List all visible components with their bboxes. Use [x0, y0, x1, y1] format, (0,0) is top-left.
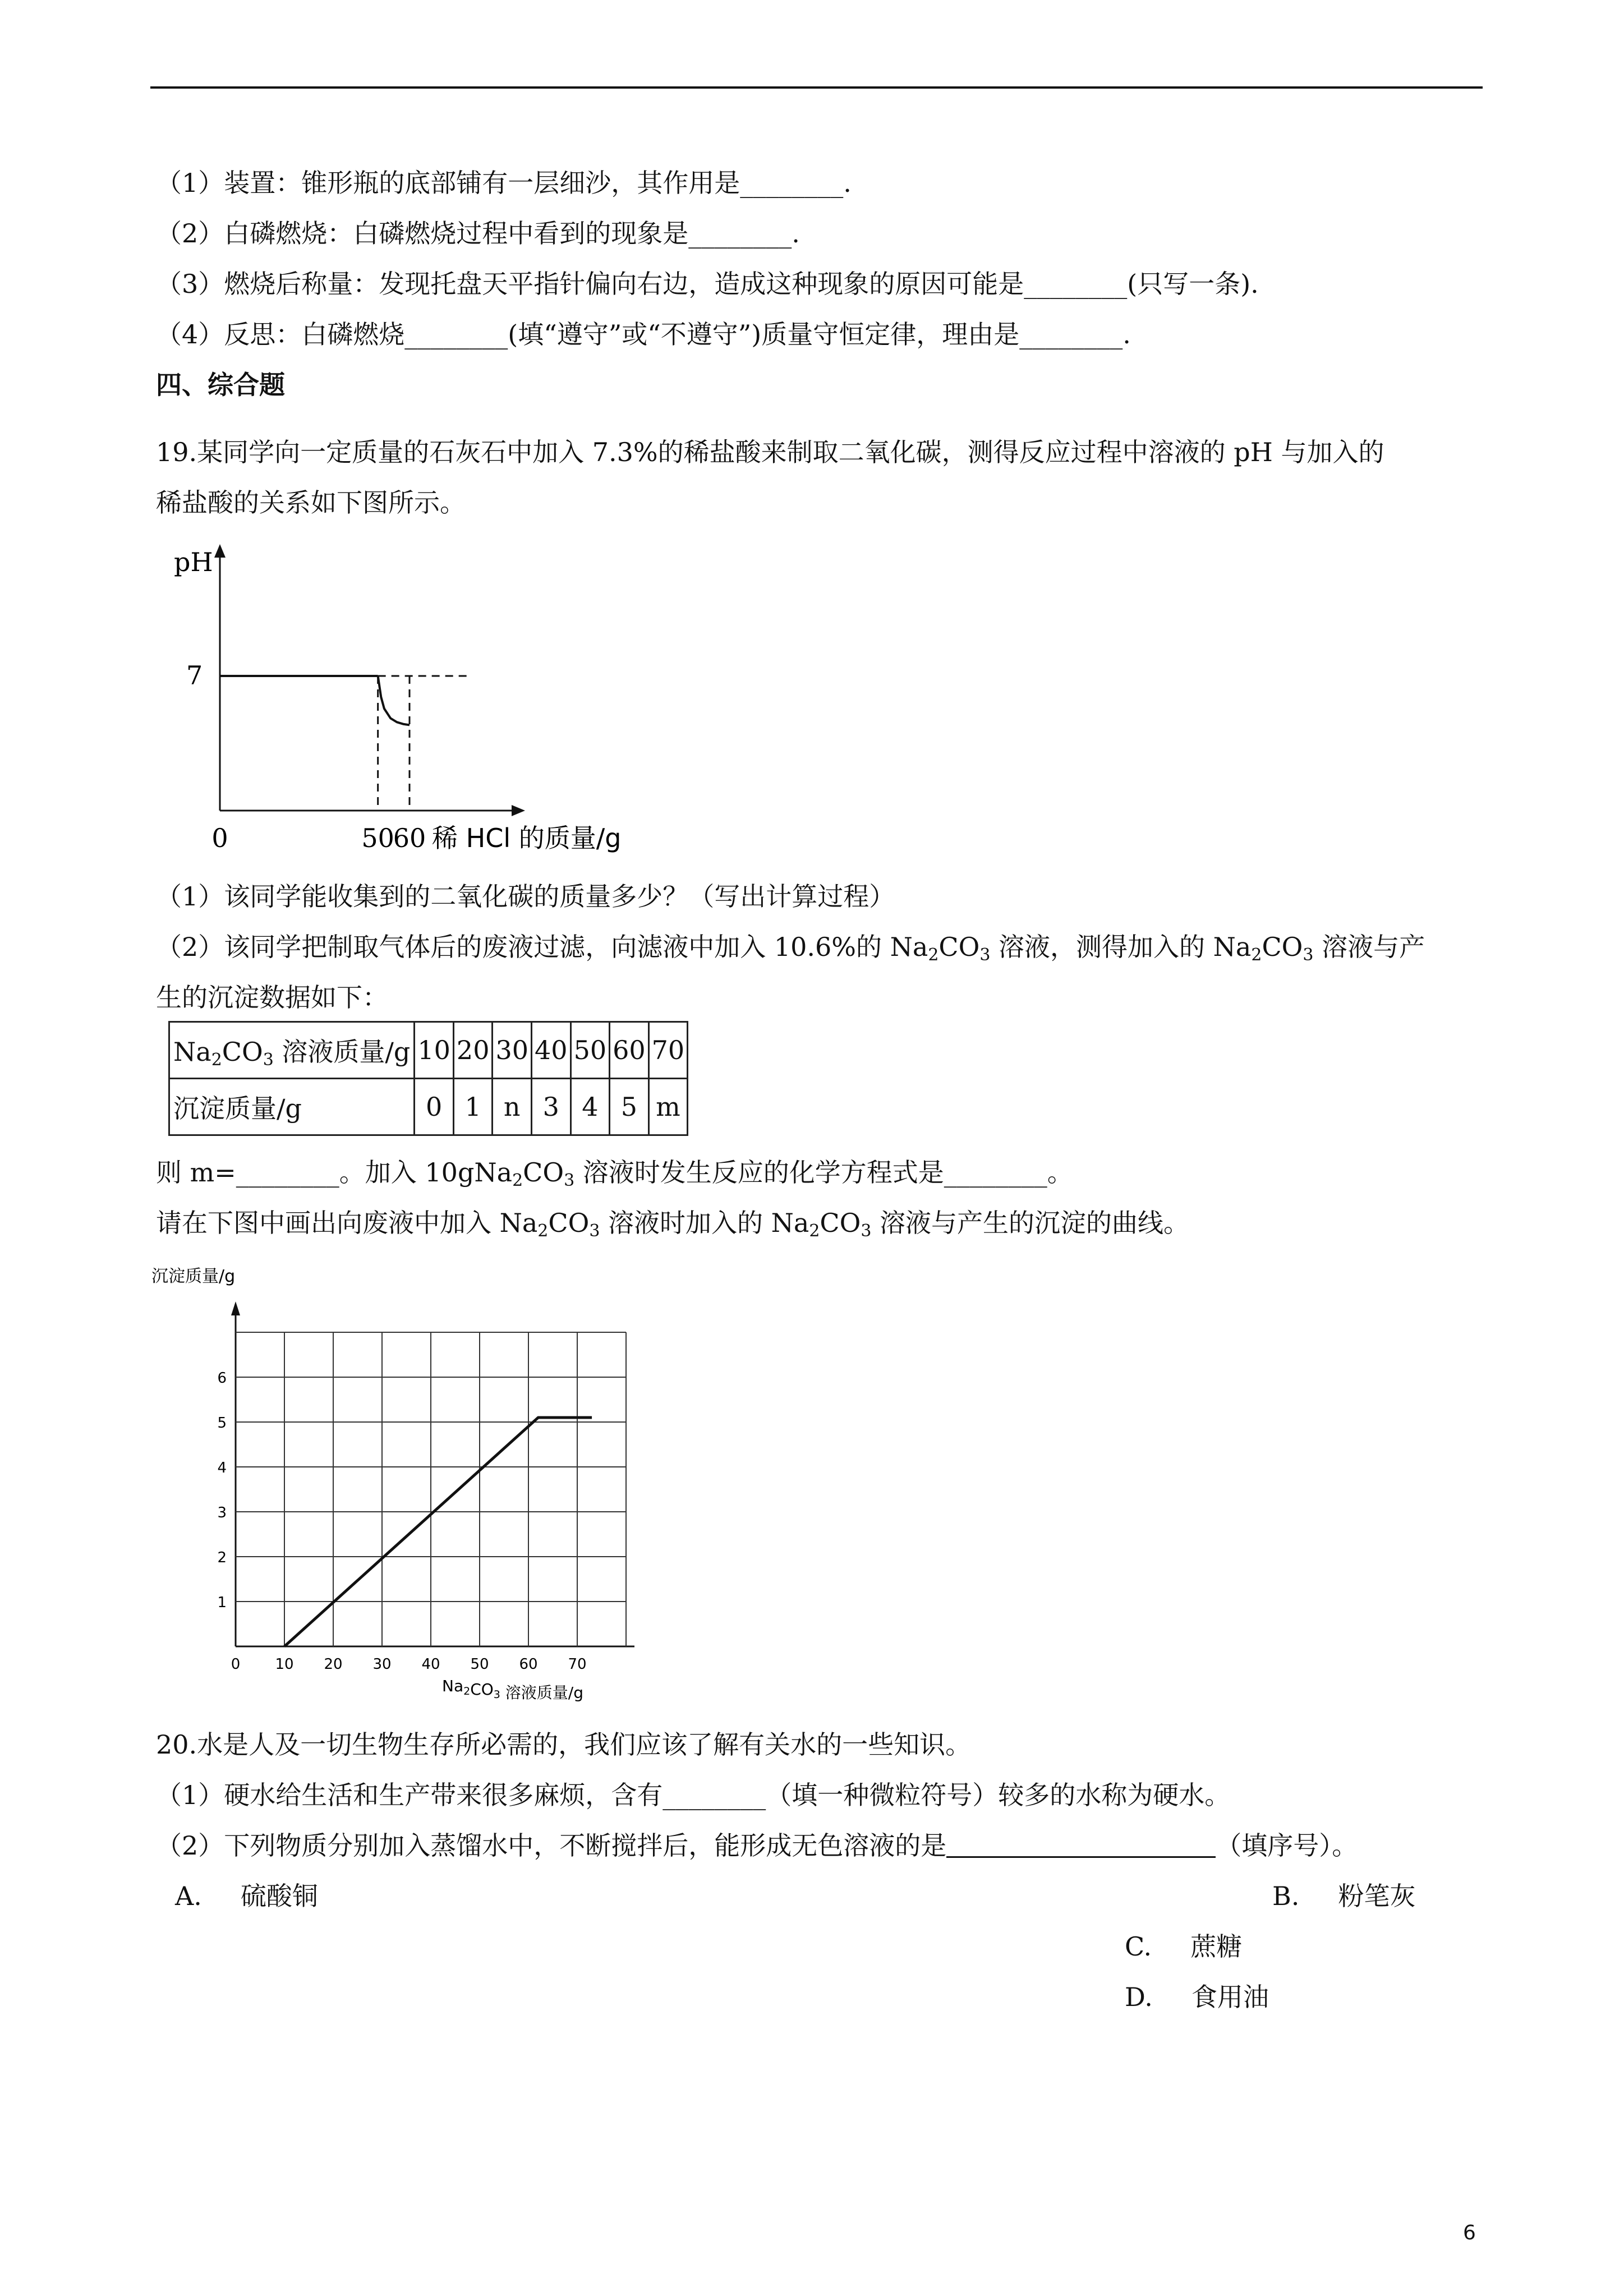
q20-sub2-b: （填序号）。: [1216, 1830, 1358, 1861]
header-rule: [150, 86, 1483, 89]
ph-chart: [168, 533, 662, 869]
q18-item-1: （1）装置：锥形瓶的底部铺有一层细沙，其作用是________.: [156, 168, 852, 198]
table-cell: 1: [453, 1079, 493, 1135]
x-axis-label-part: 溶液质量/g: [500, 1683, 583, 1702]
option-d-text: 食用油: [1191, 1982, 1269, 2012]
option-d-label: D.: [1125, 1982, 1153, 2012]
table-head-a: Na: [173, 1037, 211, 1067]
option-b-text: 粉笔灰: [1338, 1881, 1416, 1911]
q19-stem-line2: 稀盐酸的关系如下图所示。: [156, 487, 466, 518]
answer-blank[interactable]: [946, 1830, 1216, 1858]
y-tick-label: 1: [217, 1594, 227, 1611]
table-cell: 70: [648, 1022, 688, 1079]
table-head-b: CO: [222, 1037, 263, 1067]
q19-sub2-sub-2b: 2: [1251, 945, 1262, 965]
x-tick-label: 60: [519, 1656, 538, 1673]
x-tick-label: 0: [231, 1656, 241, 1673]
x-axis-label-part: CO: [470, 1680, 494, 1699]
q20-sub1: （1）硬水给生活和生产带来很多麻烦，含有________（填一种微粒符号）较多的水称为硬水。: [156, 1780, 1231, 1810]
option-a-text: 硫酸铜: [240, 1881, 318, 1911]
precipitate-table: [168, 1021, 688, 1136]
q20-stem: 20.水是人及一切生物生存所必需的，我们应该了解有关水的一些知识。: [156, 1729, 972, 1760]
table-cell: 10: [415, 1022, 454, 1079]
ph-series-line: [378, 676, 410, 725]
x-axis-arrow: [512, 805, 525, 816]
q19-sub2-part-d: CO: [1262, 932, 1303, 962]
table-cell: m: [648, 1079, 688, 1135]
page-number: 6: [1463, 2221, 1476, 2244]
y-tick-label: 4: [217, 1460, 227, 1476]
x-tick-label: 40: [421, 1656, 440, 1673]
table-head-precipitate: 沉淀质量/g: [169, 1079, 415, 1135]
option-c-text: 蔗糖: [1190, 1931, 1243, 1962]
table-cell: 60: [610, 1022, 649, 1079]
option-c-label: C.: [1125, 1931, 1152, 1962]
y-axis-label: pH: [174, 547, 213, 577]
q18-item-2: （2）白磷燃烧：白磷燃烧过程中看到的现象是________.: [156, 218, 800, 249]
y-tick-label: 7: [186, 660, 203, 691]
q19-sub2-sub-3a: 3: [979, 945, 991, 965]
precipitate-chart: [151, 1262, 656, 1711]
q19-draw-line: [156, 1206, 1189, 1240]
q19-sub2: [156, 930, 1425, 964]
draw-e: 溶液与产生的沉淀的曲线。: [871, 1208, 1190, 1238]
draw-b: CO: [548, 1208, 590, 1238]
section-heading: 四、综合题: [156, 370, 285, 400]
y-tick-label: 6: [217, 1370, 227, 1387]
q19-sub2-part-c: 溶液，测得加入的 Na: [990, 932, 1252, 962]
x-axis-label-part: 2: [463, 1685, 471, 1697]
x-tick-label: 50: [361, 823, 394, 853]
q20-sub2-a: （2）下列物质分别加入蒸馏水中，不断搅拌后，能形成无色溶液的是: [156, 1830, 947, 1861]
draw-c: 溶液时加入的 Na: [600, 1208, 809, 1238]
m-line-a: 则 m=________。加入 10gNa: [156, 1157, 513, 1188]
draw-sub-2b: 2: [809, 1221, 820, 1241]
x-axis-label: [442, 1677, 583, 1702]
m-line-sub-2: 2: [512, 1171, 523, 1190]
option-c: [1125, 1930, 1242, 1963]
m-line-sub-3: 3: [564, 1171, 575, 1190]
x-tick-label: 50: [470, 1656, 489, 1673]
q19-sub2-sub-2a: 2: [928, 945, 939, 965]
q19-m-line: [156, 1156, 1073, 1189]
x-tick-label: 20: [324, 1656, 343, 1673]
x-axis-label-part: 3: [493, 1688, 500, 1701]
q19-stem-line1: 19.某同学向一定质量的石灰石中加入 7.3%的稀盐酸来制取二氧化碳，测得反应过程中溶液的 pH 与加入的: [156, 437, 1384, 467]
table-head-mass: [169, 1022, 415, 1079]
y-axis-arrow: [231, 1301, 240, 1315]
draw-a: 请在下图中画出向废液中加入 Na: [156, 1208, 538, 1238]
q18-item-3: （3）燃烧后称量：发现托盘天平指针偏向右边，造成这种现象的原因可能是________(只写一条).: [156, 269, 1259, 299]
draw-sub-3a: 3: [589, 1221, 600, 1241]
x-tick-label: 70: [568, 1656, 587, 1673]
x-tick-label: 10: [275, 1656, 294, 1673]
x-tick-label: 0: [211, 823, 228, 853]
q19-sub2-part-e: 溶液与产: [1313, 932, 1425, 962]
q19-sub1: （1）该同学能收集到的二氧化碳的质量多少？（写出计算过程）: [156, 881, 895, 912]
q19-sub2-line2: 生的沉淀数据如下：: [156, 982, 388, 1013]
q18-item-4: （4）反思：白磷燃烧________(填“遵守”或“不遵守”)质量守恒定律，理由是________.: [156, 319, 1131, 349]
y-tick-label: 5: [217, 1415, 227, 1432]
table-row: [169, 1022, 688, 1079]
table-cell: 4: [571, 1079, 610, 1135]
table-cell: 0: [415, 1079, 454, 1135]
table-head-sub-2: 2: [211, 1050, 222, 1070]
y-tick-label: 3: [217, 1504, 227, 1521]
y-axis-label: 沉淀质量/g: [151, 1267, 236, 1286]
table-cell: 20: [453, 1022, 493, 1079]
option-b-label: B.: [1272, 1881, 1300, 1911]
table-cell: 40: [532, 1022, 571, 1079]
table-cell: 30: [493, 1022, 532, 1079]
table-cell: 5: [610, 1079, 649, 1135]
table-row: [169, 1079, 688, 1135]
option-b: [1272, 1879, 1415, 1913]
q19-sub2-sub-3b: 3: [1303, 945, 1314, 965]
draw-sub-3b: 3: [861, 1221, 872, 1241]
x-tick-label: 30: [372, 1656, 392, 1673]
table-cell: 3: [532, 1079, 571, 1135]
draw-sub-2a: 2: [537, 1221, 549, 1241]
x-tick-label: 60: [393, 823, 426, 853]
q20-sub2: [156, 1829, 1358, 1862]
m-line-b: CO: [523, 1157, 564, 1188]
table-head-c: 溶液质量/g: [273, 1037, 411, 1067]
table-cell: 50: [571, 1022, 610, 1079]
q19-sub2-part-b: CO: [938, 932, 980, 962]
option-d: [1125, 1980, 1269, 2014]
y-tick-label: 2: [217, 1549, 227, 1566]
table-head-sub-3: 3: [263, 1050, 274, 1070]
x-axis-label: 稀 HCl 的质量/g: [432, 823, 622, 853]
option-a: [175, 1879, 318, 1913]
m-line-c: 溶液时发生反应的化学方程式是________。: [574, 1157, 1073, 1188]
q19-sub2-part-a: （2）该同学把制取气体后的废液过滤，向滤液中加入 10.6%的 Na: [156, 932, 928, 962]
y-axis-arrow: [214, 544, 226, 558]
draw-d: CO: [820, 1208, 861, 1238]
table-cell: n: [493, 1079, 532, 1135]
x-axis-label-part: Na: [442, 1677, 464, 1695]
option-a-label: A.: [175, 1881, 202, 1911]
precipitate-series-line: [284, 1418, 592, 1646]
